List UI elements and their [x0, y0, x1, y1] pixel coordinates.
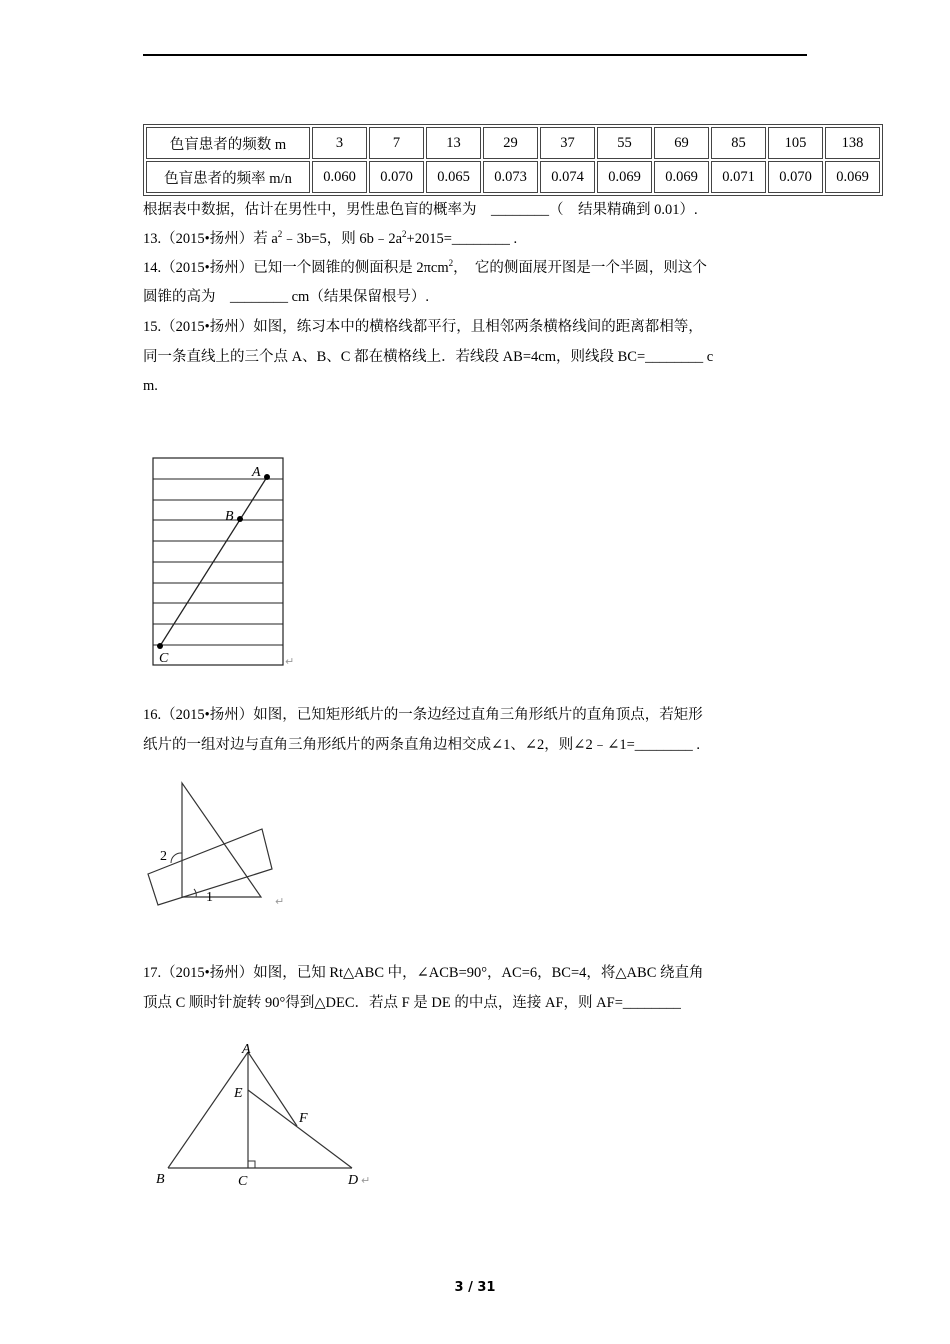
table-cell: 55 [597, 127, 652, 159]
frequency-table [143, 124, 883, 196]
label-c: C [238, 1174, 248, 1189]
label-e: E [234, 1086, 243, 1101]
point-a [264, 474, 270, 480]
label-f: F [299, 1111, 308, 1126]
figure-triangle-rectangle [140, 775, 300, 915]
q13-part-a: 13.（2015•扬州）若 a [143, 231, 278, 247]
superscript: 2 [448, 258, 454, 268]
q13-part-b: ﹣3b=5，则 6b﹣2a [282, 231, 403, 247]
label-a: A [242, 1042, 251, 1057]
q14-part-a: 14.（2015•扬州）已知一个圆锥的侧面积是 2πcm [143, 260, 449, 276]
table-cell: 0.069 [597, 161, 652, 193]
segment-af [248, 1052, 297, 1126]
table-cell: 138 [825, 127, 880, 159]
ruled-lines [153, 479, 283, 645]
table-cell: 37 [540, 127, 595, 159]
table-cell: 0.065 [426, 161, 481, 193]
table-cell: 0.074 [540, 161, 595, 193]
return-mark: ↵ [361, 1174, 371, 1187]
superscript: 2 [402, 229, 407, 239]
q17-line1: 17.（2015•扬州）如图，已知 Rt△ABC 中，∠ACB=90°，AC=6，BC=4，将△ABC 绕直角 [143, 965, 704, 981]
table-cell: 13 [426, 127, 481, 159]
label-d: D [348, 1173, 359, 1188]
right-angle-mark [248, 1161, 255, 1168]
q14-line2: 圆锥的高为 ________ cm（结果保留根号）. [143, 289, 429, 305]
label-b: B [156, 1172, 165, 1187]
q14-text [143, 258, 707, 278]
right-triangle [182, 783, 261, 897]
segment-ed [248, 1090, 352, 1168]
table-row [146, 161, 880, 193]
figure-ruled-lines [145, 450, 305, 675]
figure-rotated-triangles [150, 1040, 380, 1195]
header-rule [143, 54, 807, 56]
table-cell: 3 [312, 127, 367, 159]
table-cell: 85 [711, 127, 766, 159]
table-cell: 0.069 [825, 161, 880, 193]
page-number: 3 / 31 [454, 1280, 496, 1295]
label-1: 1 [206, 890, 213, 905]
table-cell: 69 [654, 127, 709, 159]
label-c: C [159, 651, 169, 666]
q12-conclusion: 根据表中数据，估计在男性中，男性患色盲的概率为 ________（ 结果精确到 0.01）. [143, 202, 698, 218]
q15-line2: 同一条直线上的三个点 A、B、C 都在横格线上．若线段 AB=4cm，则线段 BC=________ c [143, 349, 714, 365]
return-mark: ↵ [285, 655, 295, 668]
q15-line1: 15.（2015•扬州）如图，练习本中的横格线都平行，且相邻两条横格线间的距离都相等， [143, 319, 703, 335]
return-mark: ↵ [275, 895, 285, 908]
q13-text [143, 229, 517, 249]
table-cell: 0.069 [654, 161, 709, 193]
label-b: B [225, 509, 234, 524]
table-cell: 色盲患者的频数 m [146, 127, 310, 159]
q17-line2: 顶点 C 顺时针旋转 90°得到△DEC．若点 F 是 DE 的中点，连接 AF，则 AF=________ [143, 995, 681, 1011]
point-c [157, 643, 163, 649]
q16-line1: 16.（2015•扬州）如图，已知矩形纸片的一条边经过直角三角形纸片的直角顶点，若矩形 [143, 707, 703, 723]
q15-line3: m. [143, 378, 158, 394]
table-row [146, 127, 880, 159]
table-cell: 0.070 [768, 161, 823, 193]
q13-part-c: +2015=________ . [406, 231, 518, 247]
point-b [237, 516, 243, 522]
table-cell: 色盲患者的频率 m/n [146, 161, 310, 193]
table-cell: 0.060 [312, 161, 367, 193]
superscript: 2 [277, 229, 283, 239]
label-2: 2 [160, 849, 167, 864]
table-cell: 0.071 [711, 161, 766, 193]
table-cell: 0.073 [483, 161, 538, 193]
q16-line2: 纸片的一组对边与直角三角形纸片的两条直角边相交成∠1、∠2，则∠2﹣∠1=________ . [143, 737, 701, 753]
q14-part-b: ， 它的侧面展开图是一个半圆，则这个 [453, 260, 707, 276]
segment-ab [168, 1052, 248, 1168]
table-cell: 0.070 [369, 161, 424, 193]
table-cell: 105 [768, 127, 823, 159]
table-cell: 29 [483, 127, 538, 159]
label-a: A [252, 465, 261, 480]
table-cell: 7 [369, 127, 424, 159]
